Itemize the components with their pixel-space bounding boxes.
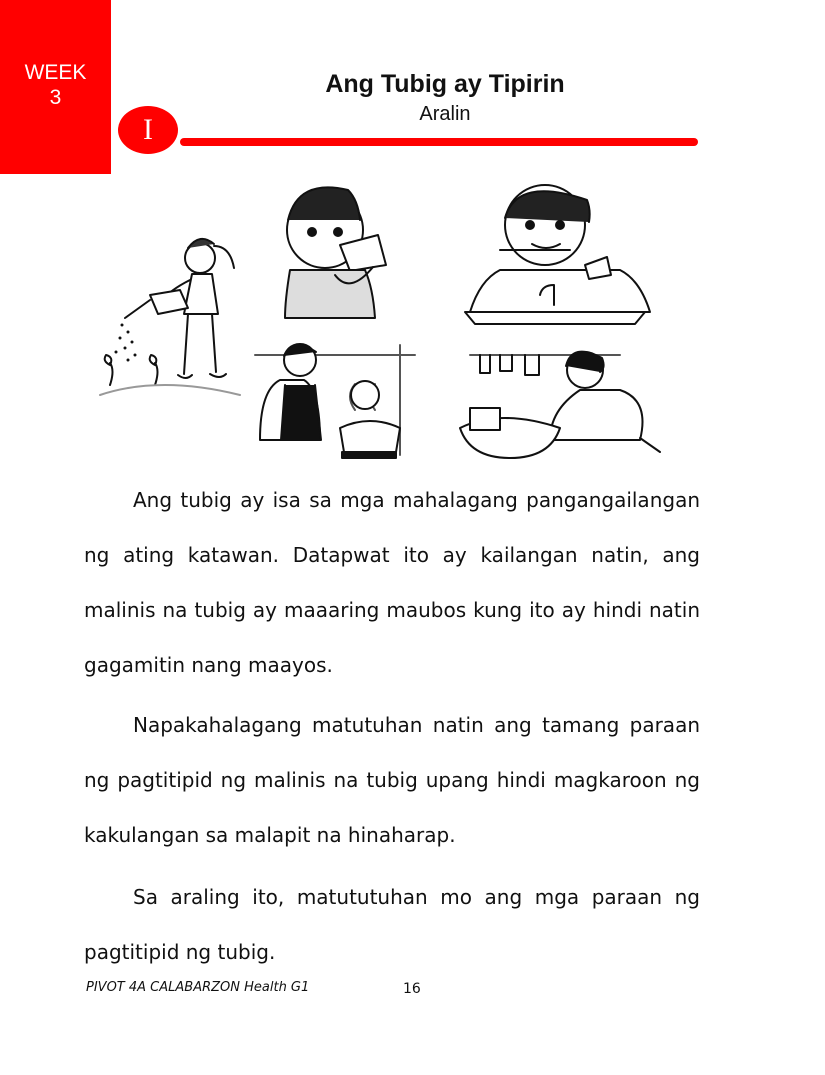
girl-watering-plants-icon [100, 239, 240, 395]
week-label: WEEK [24, 61, 87, 84]
page-subtitle: Aralin [419, 103, 471, 125]
woman-washing-clothes-icon [460, 352, 660, 458]
boy-drinking-water-icon [285, 187, 386, 318]
section-marker: I [118, 106, 178, 154]
page-title: Ang Tubig ay Tipirin [325, 70, 565, 98]
header-divider [180, 138, 698, 146]
illustration [80, 170, 740, 475]
woman-cooking-icon [255, 344, 415, 458]
paragraph-3: Sa araling ito, matututuhan mo ang mga paraan ng pagtitipid ng tubig. [84, 885, 700, 964]
footer-source: PIVOT 4A CALABARZON Health G1 [86, 980, 310, 995]
paragraph-1: Ang tubig ay isa sa mga mahalagang pangangailangan ng ating katawan. Datapwat ito ay kailangan natin, ang malinis na tubig ay maaaring maubos kung ito ay hindi natin gagamitin nang maayos. [84, 488, 700, 677]
paragraph-2: Napakahalagang matutuhan natin ang tamang paraan ng pagtitipid ng malinis na tubig upang hindi magkaroon ng kakulangan sa malapit na hinaharap. [84, 713, 700, 847]
page-number: 16 [403, 981, 421, 997]
boy-brushing-teeth-icon [465, 185, 650, 324]
week-number: 3 [49, 86, 62, 109]
week-badge [0, 0, 111, 174]
